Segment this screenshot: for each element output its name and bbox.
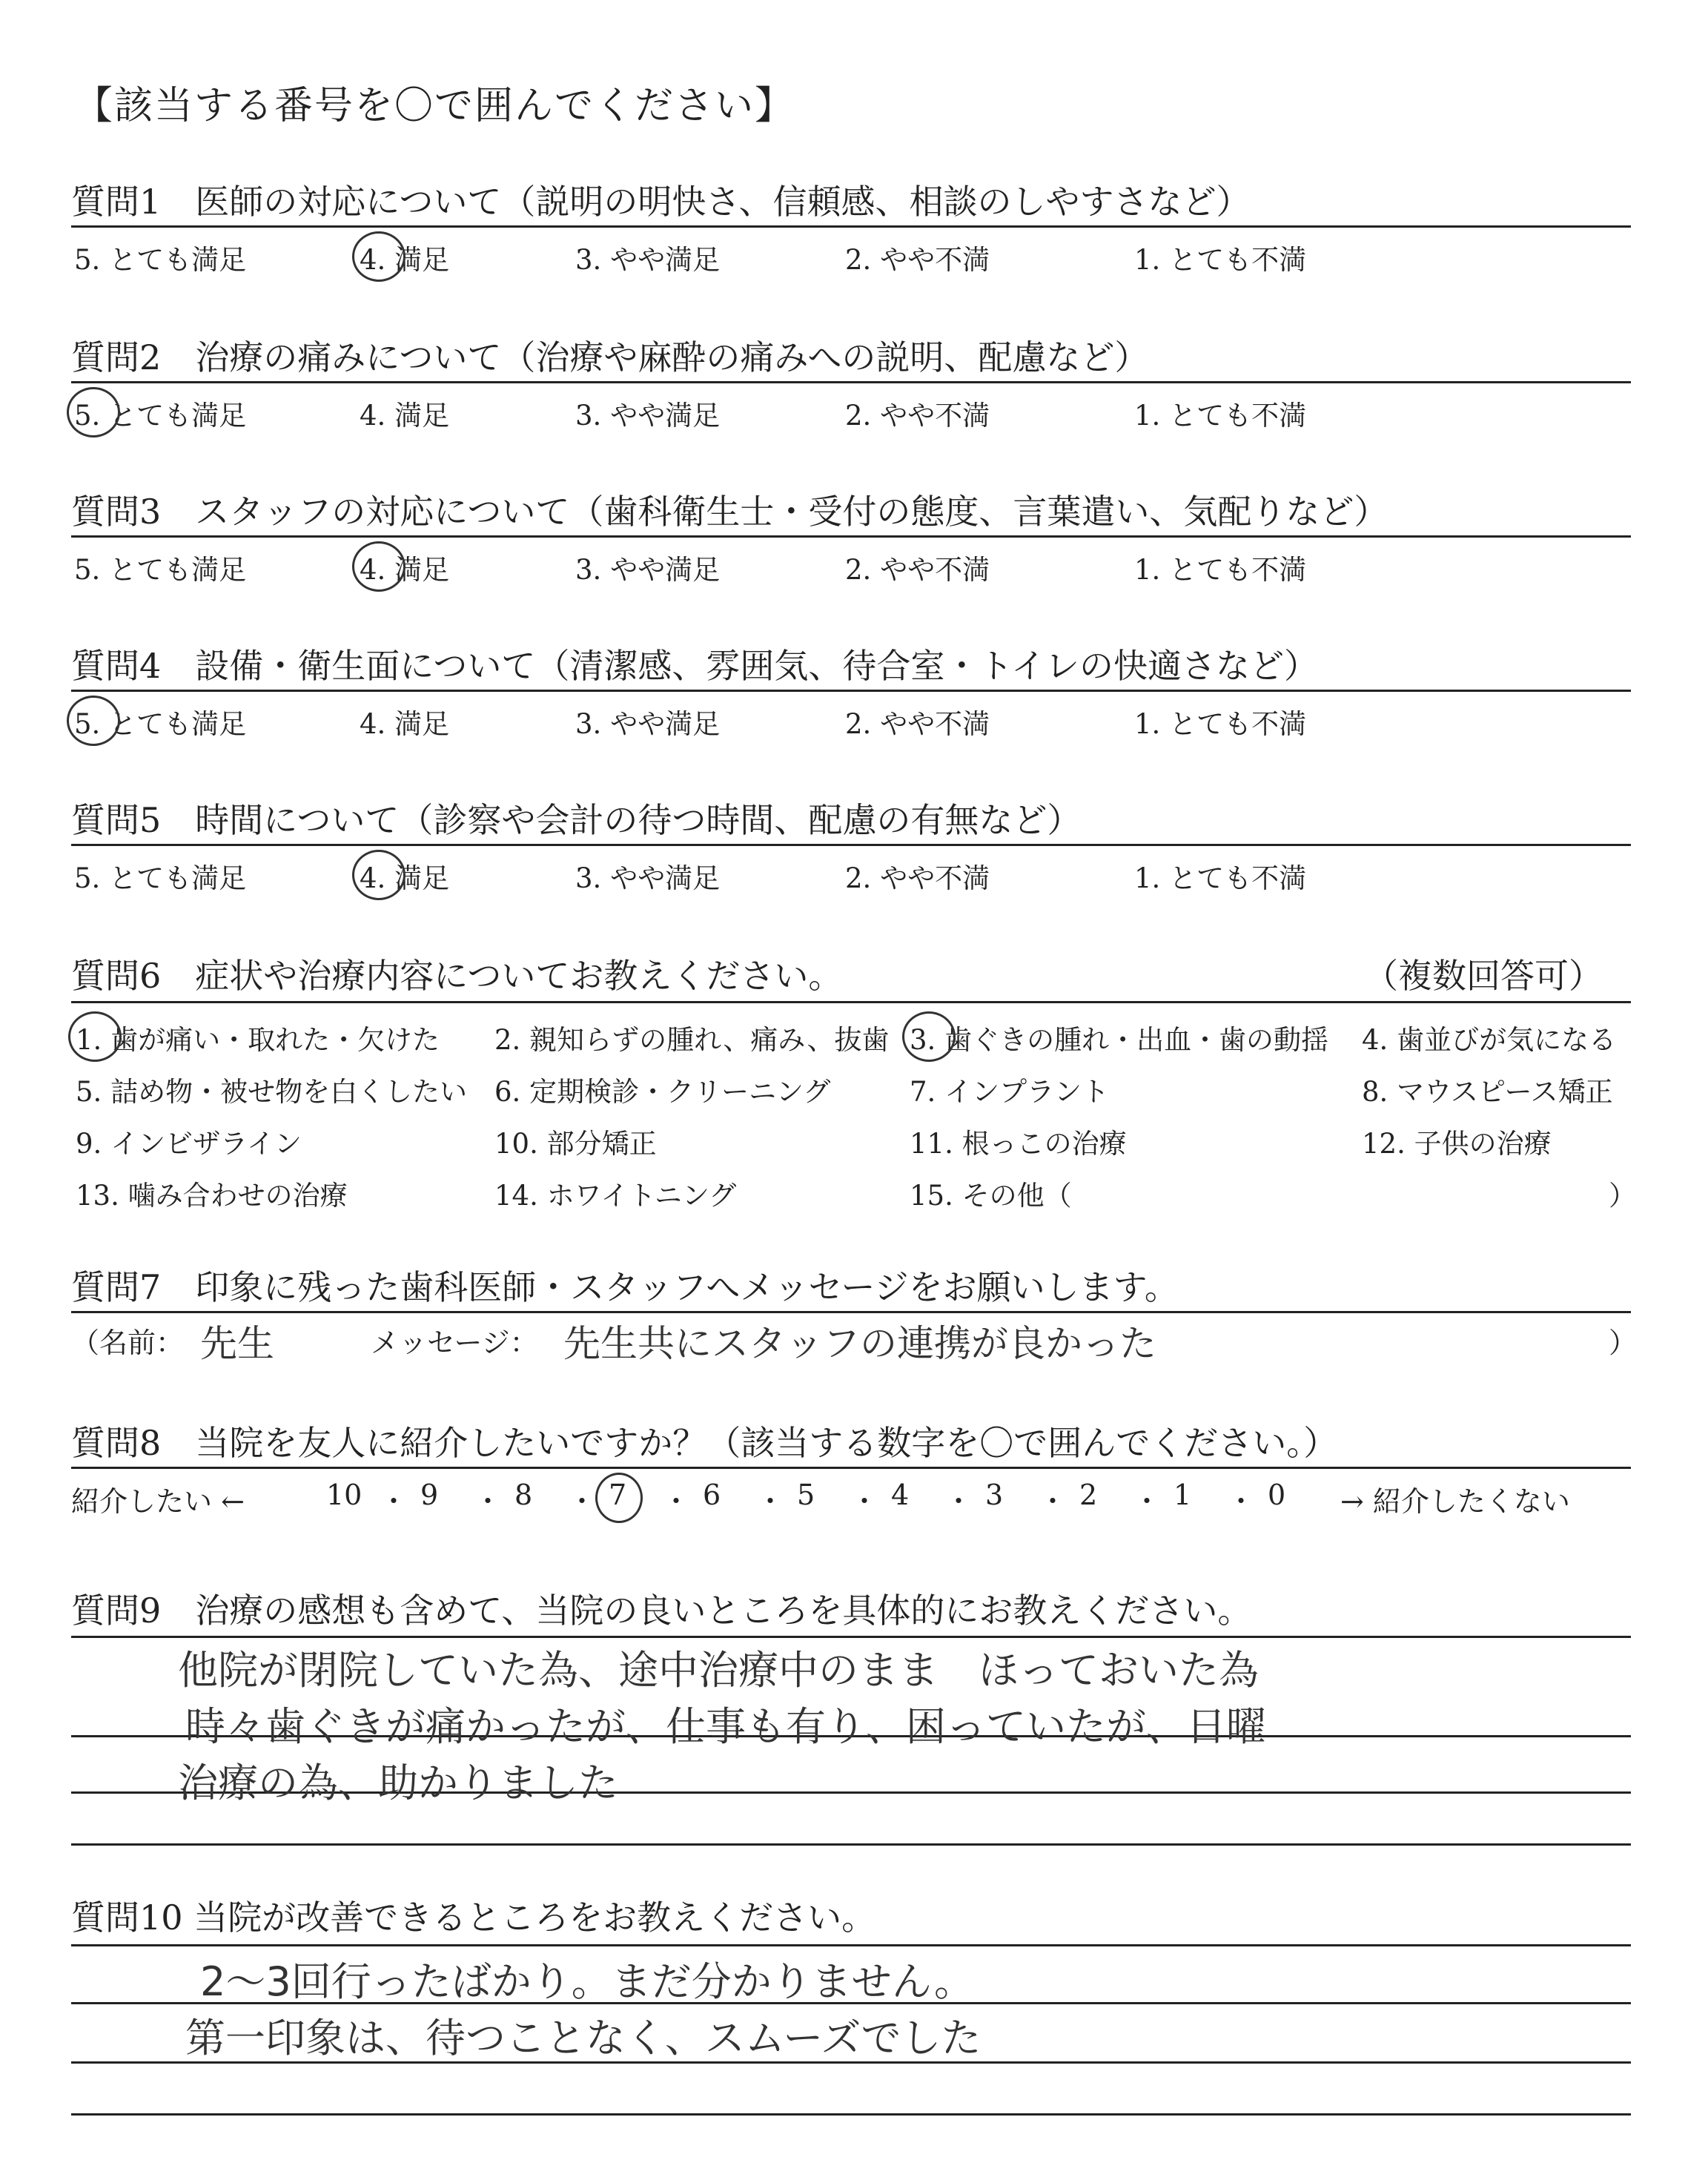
q9-rule-1 bbox=[71, 1636, 1631, 1638]
q6-option[interactable]: 10. 部分矯正 bbox=[494, 1128, 657, 1160]
selection-circle bbox=[352, 850, 406, 900]
selection-circle bbox=[67, 387, 120, 437]
q3-rule bbox=[71, 535, 1631, 538]
q8-left-label: 紹介したい ← bbox=[71, 1485, 245, 1518]
q7-name-value: 先生 bbox=[200, 1322, 274, 1365]
q2-heading: 質問2 治療の痛みについて（治療や麻酔の痛みへの説明、配慮など） bbox=[71, 337, 1149, 377]
q6-option[interactable]: 4. 歯並びが気になる bbox=[1362, 1024, 1617, 1056]
q5-option[interactable]: 3. やや満足 bbox=[575, 862, 721, 894]
q8-scale-separator: ・ bbox=[662, 1485, 691, 1518]
q8-scale-number[interactable]: 4 bbox=[891, 1479, 910, 1511]
selection-circle bbox=[352, 231, 406, 282]
q4-option[interactable]: 2. やや不満 bbox=[845, 708, 990, 740]
q6-rule bbox=[71, 1001, 1631, 1003]
page-title: 【該当する番号を〇で囲んでください】 bbox=[74, 84, 795, 128]
q8-scale-separator: ・ bbox=[568, 1485, 597, 1518]
q6-option[interactable]: 15. その他（ bbox=[910, 1180, 1072, 1212]
q6-option[interactable]: 14. ホワイトニング bbox=[494, 1180, 737, 1212]
q10-rule-1 bbox=[71, 1944, 1631, 1946]
q6-option[interactable]: 7. インプラント bbox=[910, 1076, 1110, 1108]
q5-heading: 質問5 時間について（診察や会計の待つ時間、配慮の有無など） bbox=[71, 800, 1082, 840]
q9-answer-line-1: 他院が閉院していた為、途中治療中のまま ほっておいた為 bbox=[178, 1647, 1259, 1694]
q2-option[interactable]: 5. とても満足 bbox=[74, 400, 247, 432]
q9-answer-line-3: 治療の為、助かりました bbox=[178, 1760, 618, 1806]
q4-option[interactable]: 4. 満足 bbox=[360, 708, 450, 740]
q8-scale-separator: ・ bbox=[474, 1485, 503, 1518]
q10-answer-line-1: 2～3回行ったばかり。まだ分かりません。 bbox=[200, 1958, 974, 2005]
q6-note: （複数回答可） bbox=[1364, 956, 1603, 996]
selection-circle bbox=[902, 1011, 956, 1062]
selection-circle bbox=[352, 541, 406, 592]
q6-option[interactable]: 3. 歯ぐきの腫れ・出血・歯の動揺 bbox=[910, 1024, 1329, 1056]
q1-rule bbox=[71, 225, 1631, 228]
q8-scale-number[interactable]: 3 bbox=[985, 1479, 1004, 1511]
selection-circle bbox=[68, 1011, 122, 1062]
q2-option[interactable]: 1. とても不満 bbox=[1134, 400, 1307, 432]
q8-scale-separator: ・ bbox=[1227, 1485, 1256, 1518]
q6-option[interactable]: 8. マウスピース矯正 bbox=[1362, 1076, 1613, 1108]
q3-option[interactable]: 1. とても不満 bbox=[1134, 554, 1307, 586]
q9-heading: 質問9 治療の感想も含めて、当院の良いところを具体的にお教えください。 bbox=[71, 1591, 1252, 1631]
q8-scale-number[interactable]: 7 bbox=[609, 1479, 627, 1511]
q1-option[interactable]: 2. やや不満 bbox=[845, 244, 990, 276]
q7-message-value: 先生共にスタッフの連携が良かった bbox=[563, 1322, 1156, 1365]
q2-option[interactable]: 2. やや不満 bbox=[845, 400, 990, 432]
q8-heading: 質問8 当院を友人に紹介したいですか？（該当する数字を〇で囲んでください。） bbox=[71, 1423, 1338, 1463]
q5-rule bbox=[71, 844, 1631, 846]
q1-option[interactable]: 3. やや満足 bbox=[575, 244, 721, 276]
q4-option[interactable]: 3. やや満足 bbox=[575, 708, 721, 740]
q5-option[interactable]: 2. やや不満 bbox=[845, 862, 990, 894]
selection-circle bbox=[595, 1473, 643, 1523]
q6-option[interactable]: 1. 歯が痛い・取れた・欠けた bbox=[76, 1024, 440, 1056]
q8-scale-number[interactable]: 8 bbox=[514, 1479, 533, 1511]
q5-option[interactable]: 1. とても不満 bbox=[1134, 862, 1307, 894]
q8-scale-number[interactable]: 5 bbox=[797, 1479, 815, 1511]
q7-message-label: メッセージ： bbox=[371, 1327, 538, 1359]
q6-option[interactable]: 5. 詰め物・被せ物を白くしたい bbox=[76, 1076, 468, 1108]
q9-rule-4 bbox=[71, 1843, 1631, 1846]
q6-option[interactable]: 13. 噛み合わせの治療 bbox=[76, 1180, 348, 1212]
q1-option[interactable]: 1. とても不満 bbox=[1134, 244, 1307, 276]
q3-option[interactable]: 3. やや満足 bbox=[575, 554, 721, 586]
q2-option[interactable]: 3. やや満足 bbox=[575, 400, 721, 432]
q8-scale-separator: ・ bbox=[756, 1485, 785, 1518]
q10-rule-4 bbox=[71, 2113, 1631, 2116]
q3-heading: 質問3 スタッフの対応について（歯科衛生士・受付の態度、言葉遣い、気配りなど） bbox=[71, 492, 1388, 532]
q8-scale-separator: ・ bbox=[850, 1485, 879, 1518]
q8-scale-number[interactable]: 0 bbox=[1268, 1479, 1286, 1511]
q3-option[interactable]: 2. やや不満 bbox=[845, 554, 990, 586]
q7-heading: 質問7 印象に残った歯科医師・スタッフへメッセージをお願いします。 bbox=[71, 1267, 1179, 1307]
q9-answer-line-2: 時々歯ぐきが痛かったが、仕事も有り、困っていたが、日曜 bbox=[185, 1703, 1266, 1750]
q3-option[interactable]: 5. とても満足 bbox=[74, 554, 247, 586]
q6-option[interactable]: 12. 子供の治療 bbox=[1362, 1128, 1552, 1160]
q6-other-close-paren: ） bbox=[1609, 1180, 1636, 1212]
q4-option[interactable]: 5. とても満足 bbox=[74, 708, 247, 740]
q6-option[interactable]: 9. インビザライン bbox=[76, 1128, 302, 1160]
q7-name-label: （名前： bbox=[71, 1327, 185, 1359]
q3-option[interactable]: 4. 満足 bbox=[360, 554, 450, 586]
q8-scale-number[interactable]: 6 bbox=[703, 1479, 721, 1511]
q6-option[interactable]: 6. 定期検診・クリーニング bbox=[494, 1076, 831, 1108]
q4-rule bbox=[71, 690, 1631, 692]
q5-option[interactable]: 5. とても満足 bbox=[74, 862, 247, 894]
q4-option[interactable]: 1. とても不満 bbox=[1134, 708, 1307, 740]
q8-scale-separator: ・ bbox=[1133, 1485, 1162, 1518]
q6-option[interactable]: 11. 根っこの治療 bbox=[910, 1128, 1127, 1160]
q8-scale-separator: ・ bbox=[380, 1485, 408, 1518]
q7-close-paren: ） bbox=[1609, 1327, 1638, 1359]
q8-rule bbox=[71, 1467, 1631, 1469]
q2-rule bbox=[71, 381, 1631, 383]
q4-heading: 質問4 設備・衛生面について（清潔感、雰囲気、待合室・トイレの快適さなど） bbox=[71, 646, 1319, 686]
q8-right-label: → 紹介したくない bbox=[1340, 1485, 1570, 1518]
q8-scale-separator: ・ bbox=[944, 1485, 973, 1518]
q5-option[interactable]: 4. 満足 bbox=[360, 862, 450, 894]
q8-scale-number[interactable]: 1 bbox=[1174, 1479, 1192, 1511]
q1-heading: 質問1 医師の対応について（説明の明快さ、信頼感、相談のしやすさなど） bbox=[71, 182, 1251, 222]
q8-scale-number[interactable]: 9 bbox=[420, 1479, 439, 1511]
q8-scale-separator: ・ bbox=[1039, 1485, 1068, 1518]
q10-heading: 質問10 当院が改善できるところをお教えください。 bbox=[71, 1898, 876, 1938]
q1-option[interactable]: 4. 満足 bbox=[360, 244, 450, 276]
q6-option[interactable]: 2. 親知らずの腫れ、痛み、抜歯 bbox=[494, 1024, 890, 1056]
selection-circle bbox=[67, 696, 120, 746]
q7-rule bbox=[71, 1311, 1631, 1313]
q8-scale-number[interactable]: 10 bbox=[326, 1479, 363, 1511]
q6-heading: 質問6 症状や治療内容についてお教えください。 bbox=[71, 956, 843, 996]
q2-option[interactable]: 4. 満足 bbox=[360, 400, 450, 432]
q10-answer-line-2: 第一印象は、待つことなく、スムーズでした bbox=[185, 2015, 982, 2061]
q8-scale-number[interactable]: 2 bbox=[1079, 1479, 1098, 1511]
q1-option[interactable]: 5. とても満足 bbox=[74, 244, 247, 276]
